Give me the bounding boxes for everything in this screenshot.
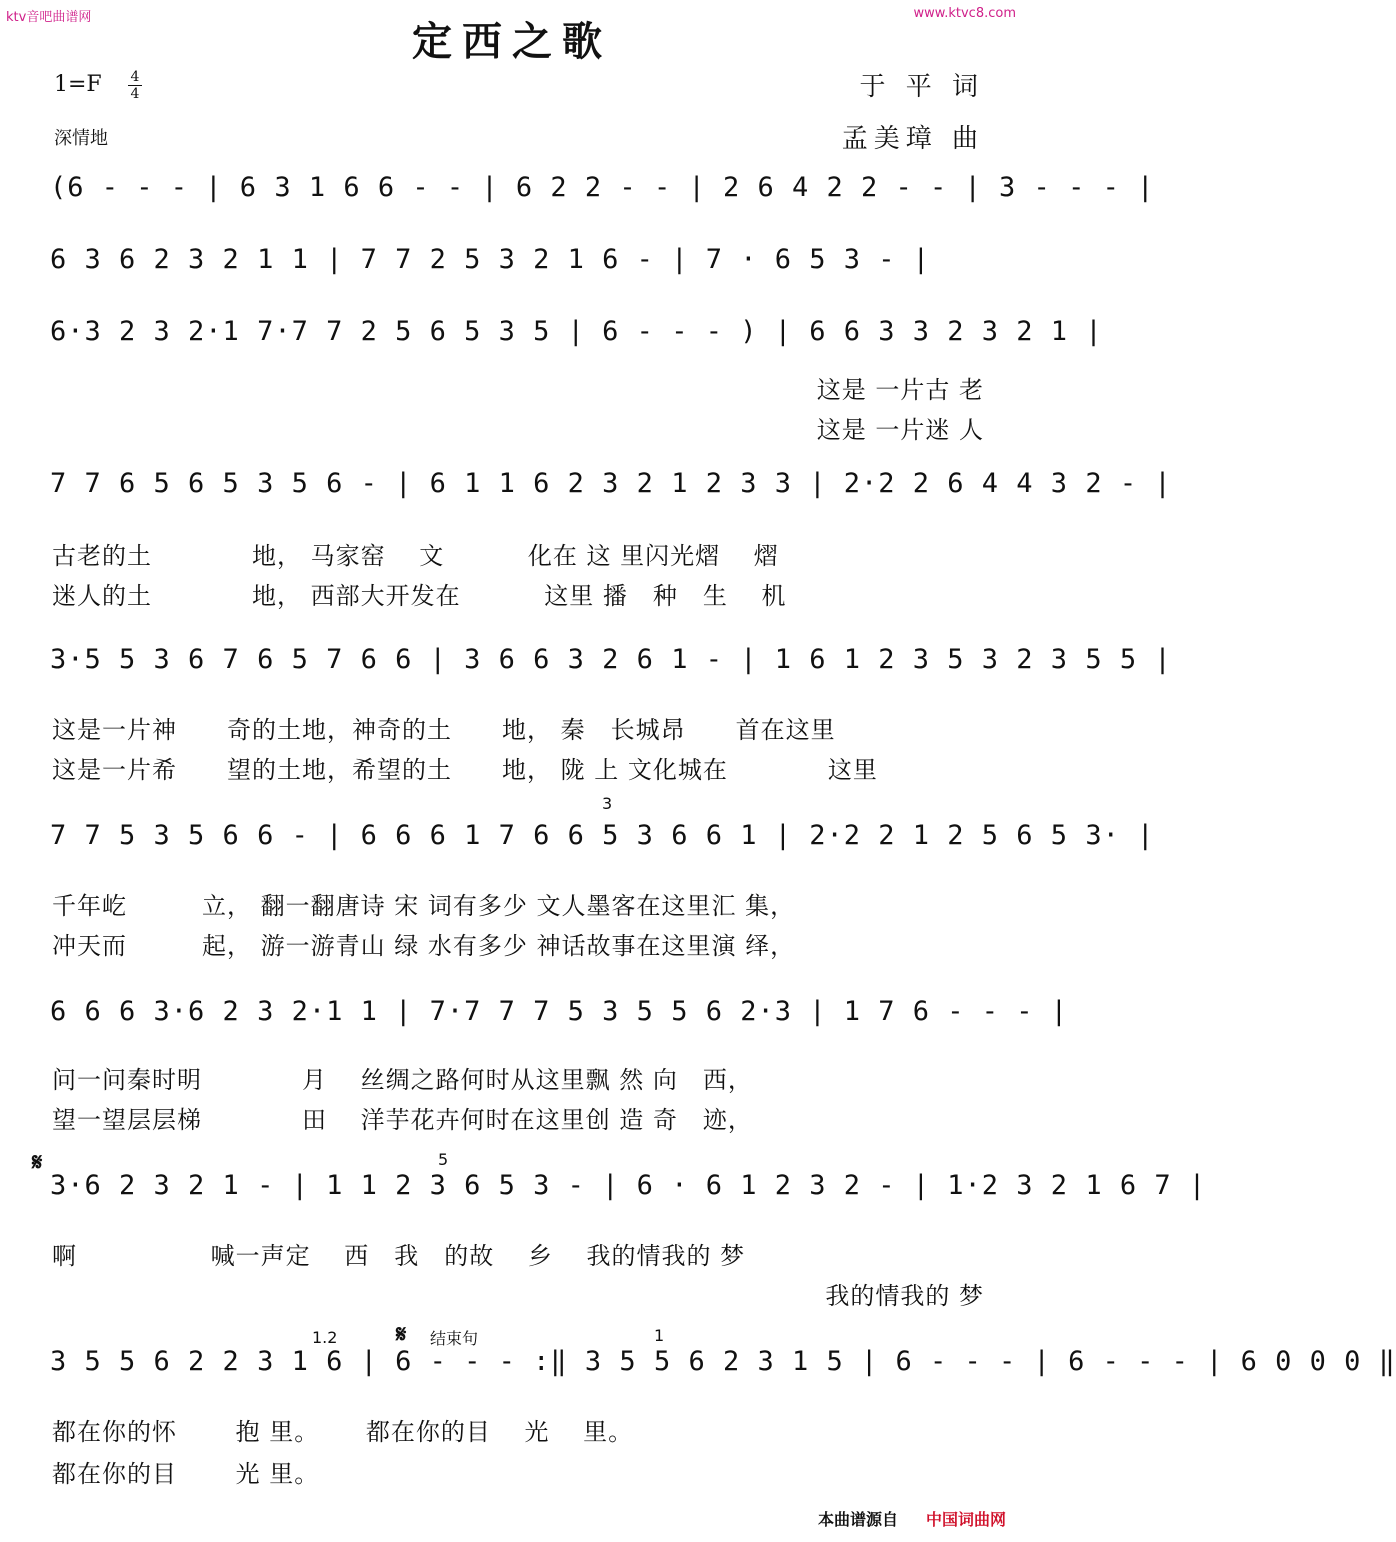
lyric-line-5-verse-1: 这是一片神 奇的土地，神奇的土 地， 秦 长城昂 首在这里 xyxy=(52,716,836,744)
lyric-line-4-verse-1: 古老的土 地， 马家窑 文 化在 这 里闪光熠 熠 xyxy=(52,542,779,570)
score-line-7: 6 6 6 3·6 2 3 2·1 1 | 7·7 7 7 5 3 5 5 6 2·3 | 1 7 6 - - - | xyxy=(50,996,1069,1027)
lyric-line-3-verse-2: 这是 一片迷 人 xyxy=(816,416,984,444)
lyric-line-8-verse-2: 我的情我的 梦 xyxy=(825,1282,984,1310)
footer-source-label: 本曲谱源自 xyxy=(818,1510,899,1529)
lyric-line-3-verse-1: 这是 一片古 老 xyxy=(816,376,984,404)
time-signature-top: 4 xyxy=(130,69,140,85)
lyric-line-8-verse-1: 啊 喊一声定 西 我 的故 乡 我的情我的 梦 xyxy=(52,1242,746,1270)
score-line-6: 7 7 5 3 5 6 6 - | 6 6 6 1 7 6 6 5 3 6 6 1 | 2·2 2 1 2 5 6 5 3· | xyxy=(50,820,1155,851)
lyric-line-6-verse-1: 千年屹 立， 翻一翻唐诗 宋 词有多少 文人墨客在这里汇 集， xyxy=(52,892,796,920)
triplet-mark: 3 xyxy=(602,794,613,813)
watermark-left: ktv音吧曲谱网 xyxy=(6,10,92,25)
score-line-1: (6 - - - | 6 3 1 6 6 - - | 6 2 2 - - | 2 6 4 2 2 - - | 3 - - - | xyxy=(50,172,1155,203)
key-signature: 1=F xyxy=(54,72,102,97)
song-title: 定西之歌 xyxy=(412,19,612,65)
time-signature-bottom: 4 xyxy=(130,86,140,102)
grace-note-5: 5 xyxy=(438,1150,449,1169)
time-signature xyxy=(128,70,142,101)
lyric-line-9-verse-1: 都在你的怀 抱 里。 都在你的目 光 里。 xyxy=(52,1418,634,1446)
lyric-line-6-verse-2: 冲天而 起， 游一游青山 绿 水有多少 神话故事在这里演 绎， xyxy=(52,932,796,960)
composer: 孟美璋 曲 xyxy=(841,124,984,154)
score-line-5: 3·5 5 3 6 7 6 5 7 6 6 | 3 6 6 3 2 6 1 - | 1 6 1 2 3 5 3 2 3 5 5 | xyxy=(50,644,1172,675)
watermark-right: www.ktvc8.com xyxy=(913,6,1016,21)
score-line-2: 6 3 6 2 3 2 1 1 | 7 7 2 5 3 2 1 6 - | 7 · 6 5 3 - | xyxy=(50,244,931,275)
lyric-line-7-verse-1: 问一问秦时明 月 丝绸之路何时从这里飘 然 向 西， xyxy=(52,1066,753,1094)
score-line-4: 7 7 6 5 6 5 3 5 6 - | 6 1 1 6 2 3 2 1 2 3 3 | 2·2 2 6 4 4 3 2 - | xyxy=(50,468,1172,499)
segno-sign-ending: 𝄋 xyxy=(396,1320,407,1348)
lyric-line-4-verse-2: 迷人的土 地， 西部大开发在 这里 播 种 生 机 xyxy=(52,582,787,610)
score-line-8: 3·6 2 3 2 1 - | 1 1 2 3 6 5 3 - | 6 · 6 1 2 3 2 - | 1·2 3 2 1 6 7 | xyxy=(50,1170,1207,1201)
volta-bracket-label: 1.2 xyxy=(312,1328,338,1347)
footer-site-link[interactable]: 中国词曲网 xyxy=(926,1510,1007,1529)
score-line-9: 3 5 5 6 2 2 3 1 6 | 6 - - - :‖ 3 5 5 6 2 3 1 5 | 6 - - - | 6 - - - | 6 0 0 0 ‖ xyxy=(50,1346,1396,1377)
lyric-line-5-verse-2: 这是一片希 望的土地，希望的土 地， 陇 上 文化城在 这里 xyxy=(52,756,878,784)
segno-sign: 𝄋 xyxy=(32,1148,43,1176)
tempo-marking: 深情地 xyxy=(54,128,108,149)
score-line-3: 6·3 2 3 2·1 7·7 7 2 5 6 5 3 5 | 6 - - - ) | 6 6 3 3 2 3 2 1 | xyxy=(50,316,1103,347)
lyric-line-7-verse-2: 望一望层层梯 田 洋芋花卉何时在这里创 造 奇 迹， xyxy=(52,1106,753,1134)
grace-note-1: 1 xyxy=(654,1326,665,1345)
lyric-line-9-verse-2: 都在你的目 光 里。 xyxy=(52,1460,320,1488)
ending-label: 结束句 xyxy=(430,1329,479,1348)
lyricist: 于 平 词 xyxy=(859,72,984,102)
